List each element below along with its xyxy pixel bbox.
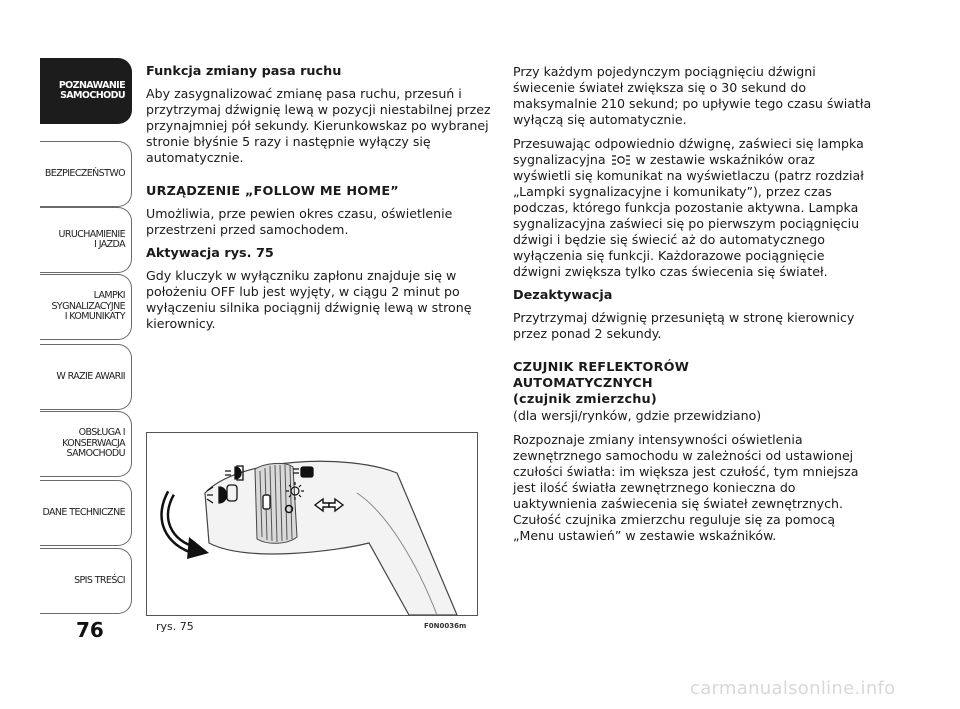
- figure-75-lever: [146, 432, 478, 616]
- activation-heading: Aktywacja rys. 75: [146, 246, 274, 261]
- chapter-sidebar: [0, 0, 140, 709]
- left-column: [146, 64, 496, 340]
- tab-lampki-sygnalizacyjne[interactable]: LAMPKI SYGNALIZACYJNE I KOMUNIKATY: [40, 274, 132, 340]
- lever-illustration: [147, 433, 477, 615]
- page-number: 76: [76, 618, 104, 642]
- knob-zero-mark: [263, 495, 270, 509]
- tab-w-razie-awarii[interactable]: W RAZIE AWARII: [40, 344, 132, 410]
- sensor-paragraph: Rozpoznaje zmiany intensywności oświetlenia zewnętrznego samochodu w zależności od ustawionej czułości światła: im większa jest czułość, tym mniejsza jest ilość światła zewnętrznego konieczna do uaktywnienia zaświecenia się świateł zewnętrznych. Czułość czujnika zmierzchu reguluje się za pomocą „Menu ustawień” w zestawie wskaźników.: [513, 432, 859, 543]
- deactivation-paragraph: Przytrzymaj dźwignię przesuniętą w stronę kierownicy przez ponad 2 sekundy.: [513, 310, 855, 341]
- sensor-subtitle: (dla wersji/rynków, gdzie przewidziano): [513, 408, 762, 423]
- warning-lamp-text-after: w zestawie wskaźników oraz wyświetli się komunikat na wyświetlaczu (patrz rozdział „Lampki sygnalizacyjne i komunikaty”), przez czas podczas, którego funkcja pozostanie aktywna. Lampka sygnalizacyjna zaświeci się po pierwszym pociągnięciu dźwigi i będzie się świecić aż do automatycznego wyłączenia się funkcji. Każdorazowe pociągnięcie dźwigni zwiększa tylko czas świecenia się świateł.: [513, 152, 864, 279]
- watermark: carmanualsonline.info: [690, 678, 896, 699]
- sensor-heading-line-2: AUTOMATYCZNYCH: [513, 376, 653, 391]
- lane-change-heading: Funkcja zmiany pasa ruchu: [146, 64, 342, 79]
- tab-dane-techniczne[interactable]: DANE TECHNICZNE: [40, 480, 132, 546]
- figure-code: F0N0036m: [424, 622, 467, 630]
- tab-poznawanie-samochodu[interactable]: POZNAWANIE SAMOCHODU: [40, 58, 132, 124]
- tab-spis-tresci[interactable]: SPIS TREŚCI: [40, 548, 132, 614]
- follow-me-lamp-icon: [610, 154, 632, 166]
- lane-change-paragraph: Aby zasygnalizować zmianę pasa ruchu, przesuń i przytrzymaj dźwignię lewą w pozycji niestabilnej przez przynajmniej pół sekundy. Kierunkowskaz po wybranej stronie błyśnie 5 razy i następnie wyłączy się automatycznie.: [146, 86, 491, 165]
- sensor-heading-line-1: CZUJNIK REFLEKTORÓW: [513, 360, 690, 375]
- warning-lamp-text-before: Przesuwając odpowiednio dźwignę, zaświeci się lampka sygnalizacyjna: [513, 136, 864, 167]
- follow-me-home-paragraph: Umożliwia, prze pewien okres czasu, oświetlenie przestrzeni przed samochodem.: [146, 206, 453, 237]
- warning-lamp-paragraph: [513, 136, 873, 280]
- right-column: [513, 64, 873, 552]
- tab-uruchamienie-i-jazda[interactable]: URUCHAMIENIE I JAZDA: [40, 207, 132, 273]
- activation-paragraph: Gdy kluczyk w wyłączniku zapłonu znajduje się w położeniu OFF lub jest wyjęty, w ciągu 2 minut po wyłączeniu silnika pociągnij dźwignię lewą w stronę kierownicy.: [146, 268, 472, 331]
- tab-bezpieczenstwo[interactable]: BEZPIECZEŃSTWO: [40, 141, 132, 207]
- follow-me-duration-paragraph: Przy każdym pojedynczym pociągnięciu dźwigni świecenie świateł zwiększa się o 30 sekund do maksymalnie 210 sekund; po upływie tego czasu światła wyłączą się automatycznie.: [513, 64, 872, 127]
- figure-caption: rys. 75: [156, 620, 194, 633]
- deactivation-heading: Dezaktywacja: [513, 288, 613, 303]
- rotation-arrow-icon: [165, 493, 209, 559]
- sensor-heading-line-3: (czujnik zmierzchu): [513, 392, 657, 407]
- tab-obsluga-i-konserwacja[interactable]: OBSŁUGA I KONSERWACJA SAMOCHODU: [40, 411, 132, 477]
- follow-me-home-heading: URZĄDZENIE „FOLLOW ME HOME”: [146, 184, 399, 199]
